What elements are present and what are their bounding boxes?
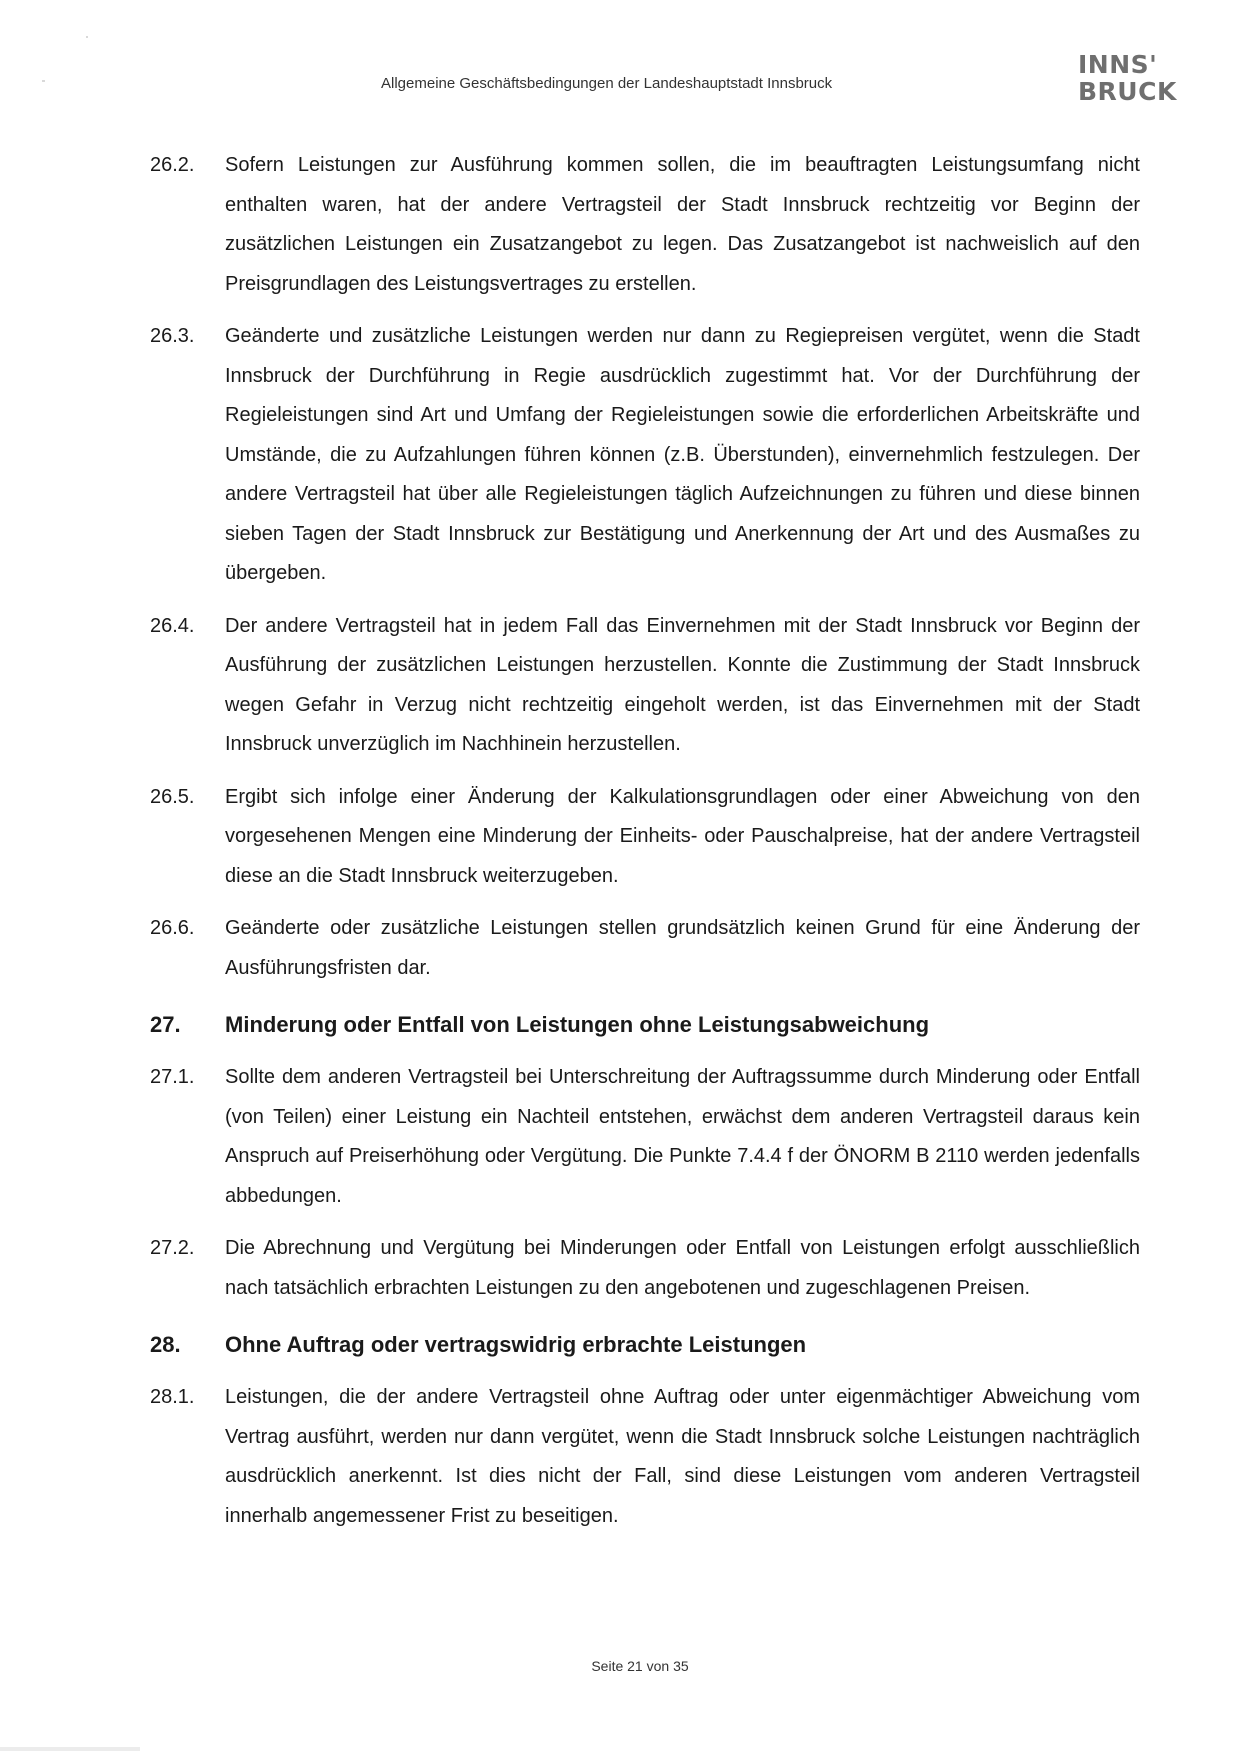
logo-line-1: INNS' — [1078, 50, 1158, 79]
section-heading-28 — [150, 1325, 1140, 1365]
clause-number: 27.1. — [150, 1066, 195, 1088]
section-number: 27. — [150, 1012, 181, 1037]
clause-27-2 — [150, 1229, 1140, 1308]
clause-28-1 — [150, 1378, 1140, 1536]
clause-number: 26.2. — [150, 154, 195, 176]
clause-text: Sollte dem anderen Vertragsteil bei Unterschreitung der Auftragssumme durch Minderung oder Entfall (von Teilen) einer Leistung ein Nachteil entstehen, erwächst dem anderen Vertragsteil daraus kein Anspruch auf Preiserhöhung oder Vergütung. Die Punkte 7.4.4 f der ÖNORM B 2110 werden jedenfalls abbedungen. — [225, 1066, 1140, 1207]
clause-number: 26.5. — [150, 785, 195, 808]
section-title: Minderung oder Entfall von Leistungen ohne Leistungsabweichung — [225, 1012, 930, 1037]
section-number: 28. — [150, 1332, 181, 1357]
clause-text: Geänderte und zusätzliche Leistungen werden nur dann zu Regiepreisen vergütet, wenn die Stadt Innsbruck der Durchführung in Regie ausdrücklich zugestimmt hat. Vor der Durchführung der Regieleistungen sind Art und Umfang der Regieleistungen sowie die erforderlichen Arbeitskräfte und Umstände, die zu Aufzahlungen führen können (z.B. Überstunden), einvernehmlich festzulegen. Der andere Vertragsteil hat über alle Regieleistungen täglich Aufzeichnungen zu führen und diese binnen sieben Tagen der Stadt Innsbruck zur Bestätigung und Anerkennung der Art und des Ausmaßes zu übergeben. — [225, 325, 1140, 584]
clause-26-5 — [150, 778, 1140, 897]
scan-edge — [0, 1747, 140, 1751]
clause-number: 28.1. — [150, 1386, 195, 1408]
clause-text: Geänderte oder zusätzliche Leistungen stellen grundsätzlich keinen Grund für eine Änderung der Ausführungsfristen dar. — [225, 917, 1140, 979]
clause-number: 26.4. — [150, 614, 195, 637]
innsbruck-logo — [1078, 51, 1186, 105]
scan-mark — [42, 80, 45, 82]
clause-text: Der andere Vertragsteil hat in jedem Fall das Einvernehmen mit der Stadt Innsbruck vor Beginn der Ausführung der zusätzlichen Leistungen herzustellen. Konnte die Zustimmung der Stadt Innsbruck wegen Gefahr in Verzug nicht rechtzeitig eingeholt werden, ist das Einvernehmen mit der Stadt Innsbruck unverzüglich im Nachhinein herzustellen. — [225, 614, 1140, 755]
logo-line-2: BRUCK — [1078, 77, 1177, 106]
clause-text: Die Abrechnung und Vergütung bei Minderungen oder Entfall von Leistungen erfolgt ausschließlich nach tatsächlich erbrachten Leistungen zu den angebotenen und zugeschlagenen Preisen. — [225, 1237, 1140, 1299]
clause-number: 26.3. — [150, 325, 195, 347]
clause-text: Sofern Leistungen zur Ausführung kommen sollen, die im beauftragten Leistungsumfang nicht enthalten waren, hat der andere Vertragsteil der Stadt Innsbruck rechtzeitig vor Beginn der zusätzlichen Leistungen ein Zusatzangebot zu legen. Das Zusatzangebot ist nachweislich auf den Preisgrundlagen des Leistungsvertrages zu erstellen. — [225, 154, 1140, 295]
clause-number: 27.2. — [150, 1237, 195, 1259]
page-number: Seite 21 von 35 — [591, 1658, 689, 1674]
clause-26-2 — [150, 146, 1140, 304]
clause-27-1 — [150, 1058, 1140, 1216]
document-header-title: Allgemeine Geschäftsbedingungen der Landeshauptstadt Innsbruck — [381, 75, 833, 92]
section-title: Ohne Auftrag oder vertragswidrig erbrachte Leistungen — [225, 1332, 807, 1357]
clause-text: Ergibt sich infolge einer Änderung der Kalkulationsgrundlagen oder einer Abweichung von den vorgesehenen Mengen eine Minderung der Einheits- oder Pauschalpreise, hat der andere Vertragsteil diese an die Stadt Innsbruck weiterzugeben. — [225, 785, 1140, 887]
clause-26-4 — [150, 607, 1140, 765]
scan-mark — [86, 36, 88, 38]
clause-26-6 — [150, 909, 1140, 988]
clause-number: 26.6. — [150, 917, 195, 939]
clause-text: Leistungen, die der andere Vertragsteil ohne Auftrag oder unter eigenmächtiger Abweichung vom Vertrag ausführt, werden nur dann vergütet, wenn die Stadt Innsbruck solche Leistungen nachträglich ausdrücklich anerkennt. Ist dies nicht der Fall, sind diese Leistungen vom anderen Vertragsteil innerhalb angemessener Frist zu beseitigen. — [225, 1386, 1140, 1527]
document-body — [150, 146, 1140, 1549]
section-heading-27 — [150, 1005, 1140, 1045]
clause-26-3 — [150, 317, 1140, 594]
